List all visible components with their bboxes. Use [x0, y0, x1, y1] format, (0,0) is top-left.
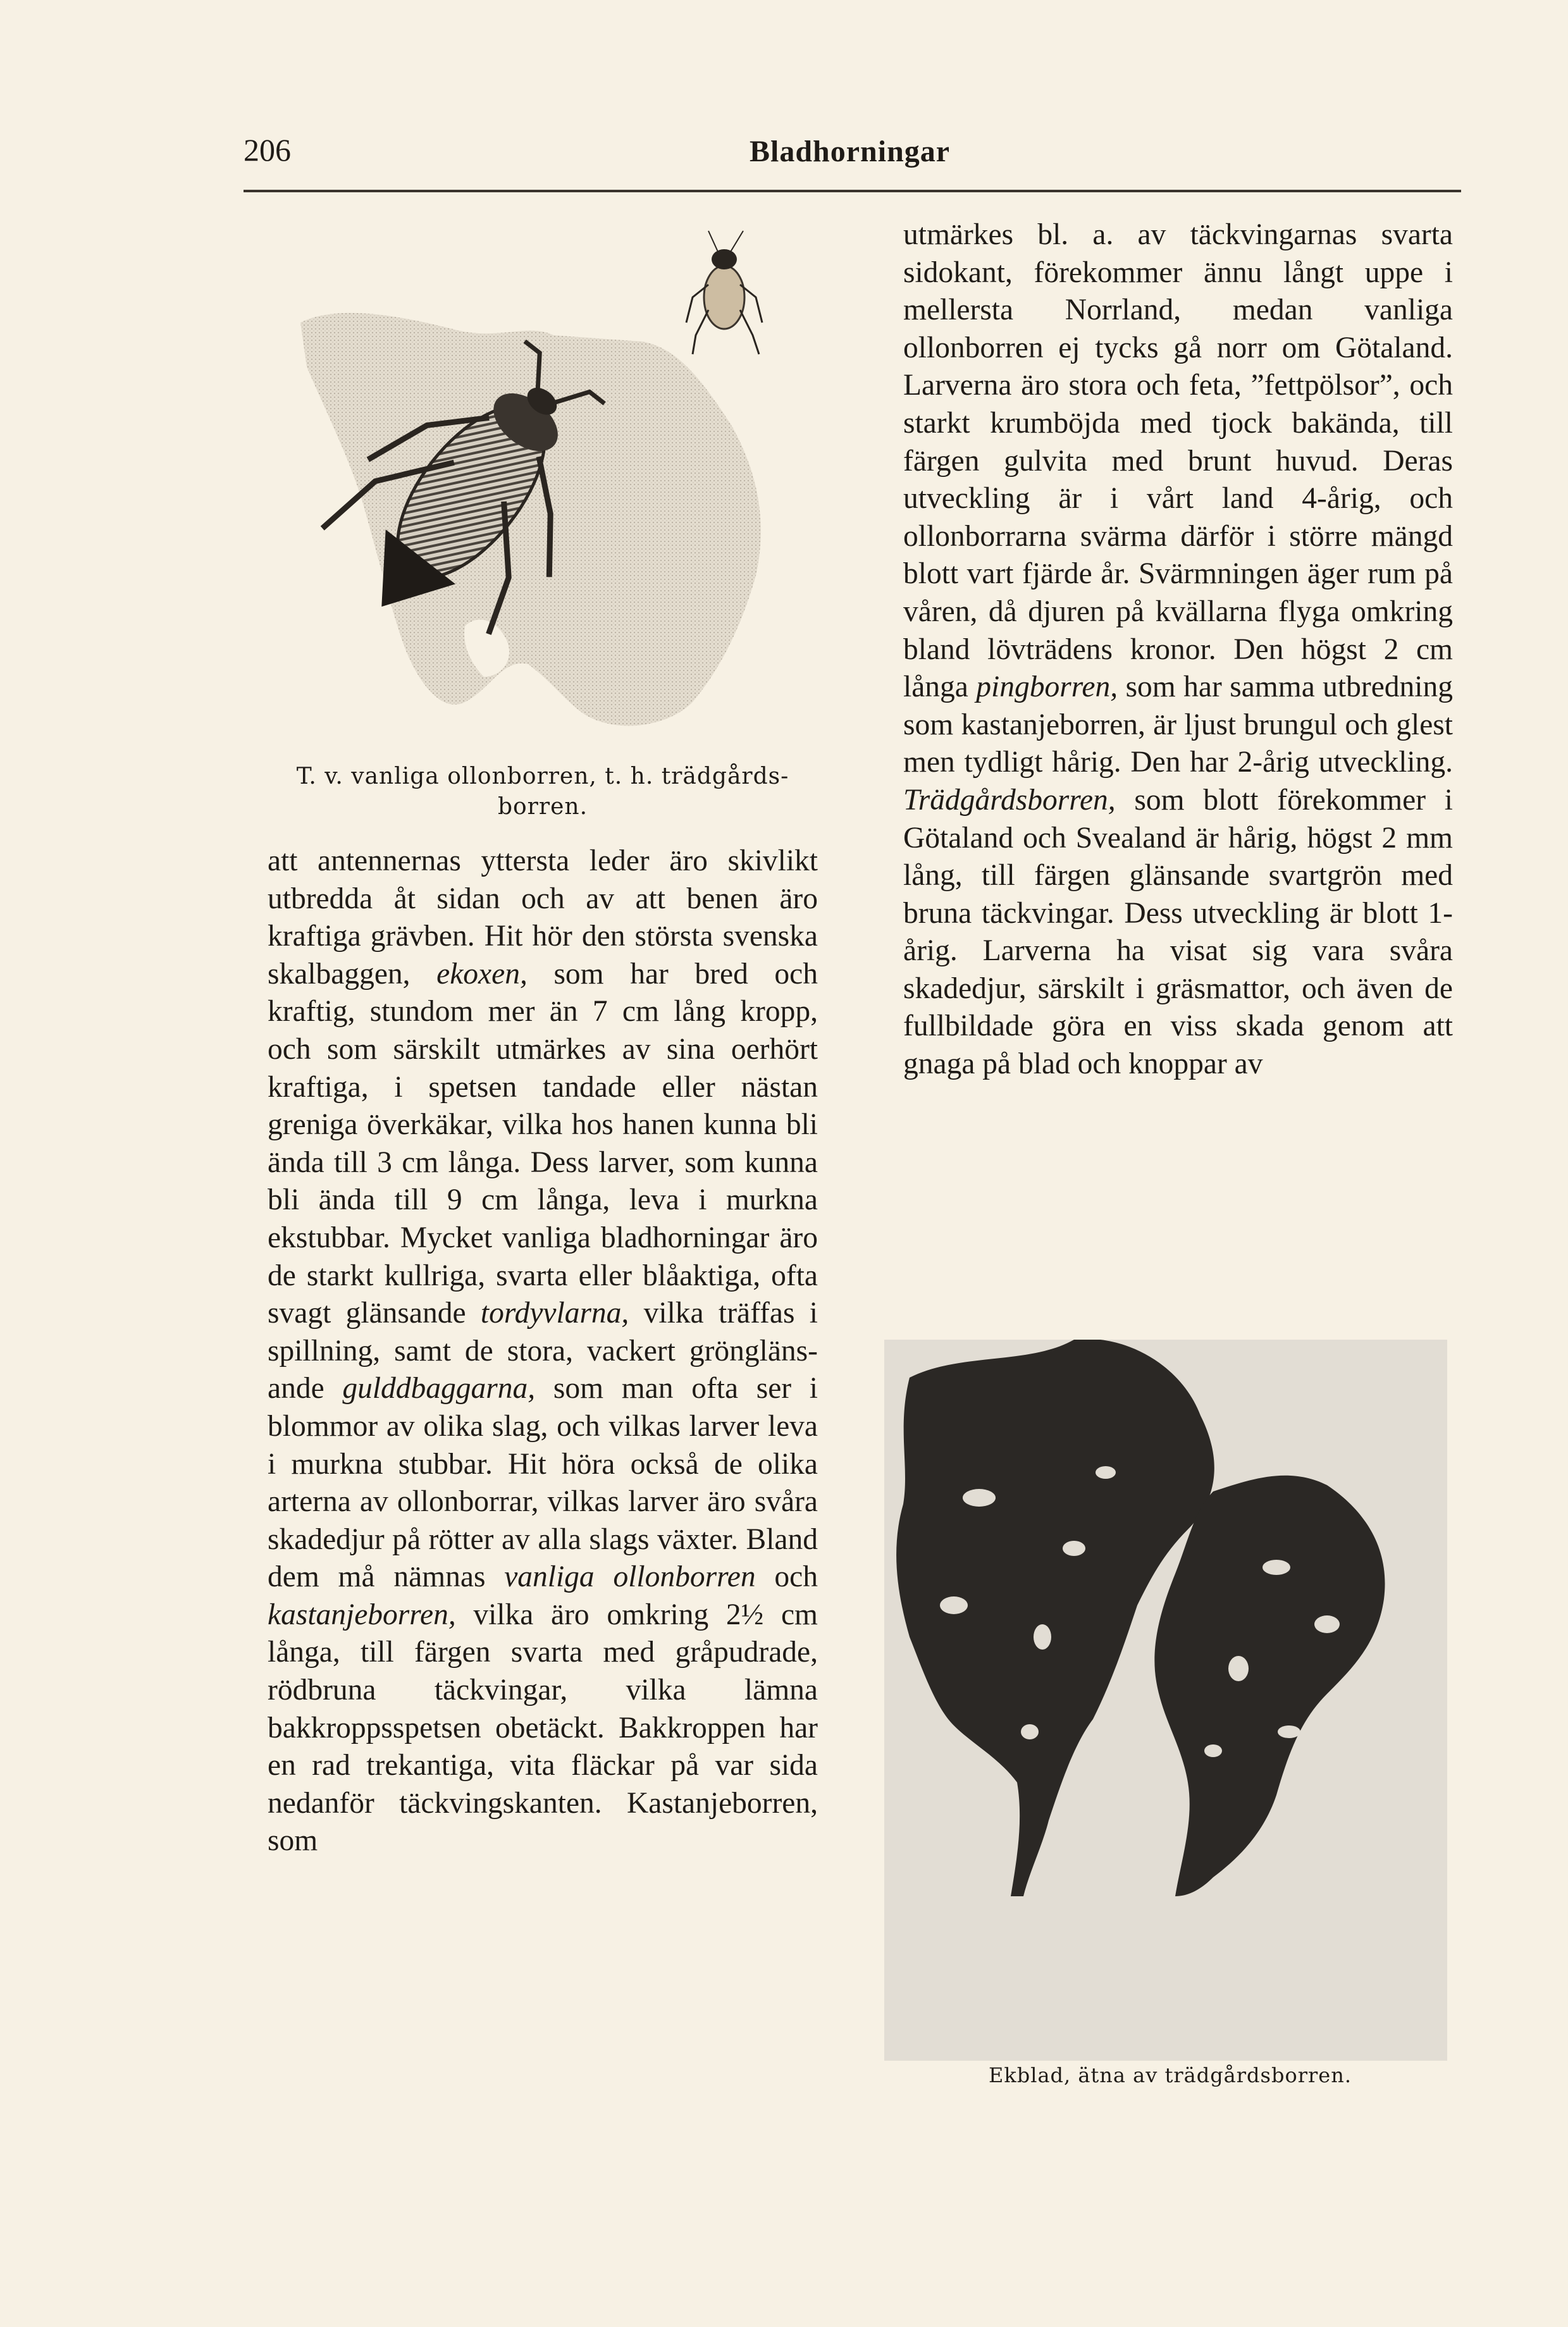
- figure-caption-leaves: Ekblad, ätna av trädgårdsborren.: [988, 2063, 1352, 2087]
- paragraph: utmärkes bl. a. av täckvingarnas svarta sidokant, förekommer ännu långt uppe i mellersta Norrland, medan vanliga ollonborren ej tycks gå norr om Götaland. Larverna äro stora och feta, ”fettpölsor”, och starkt krumböjda med tjock bakända, till färgen gulvita med brunt huvud. Deras utveckling är i vårt land 4-årig, och ollonborrarna svärma därför i större mängd blott vart fjärde år. Svärmningen äger rum på våren, då djuren på kvällarna flyga omkring bland lövträdens kronor. Den högst 2 cm långa pingborren, som har samma utbredning som kastanjeborren, är ljust brungul och glest men tydligt hårig. Den har 2-årig utveckling. Trädgårdsborren, som blott förekommer i Götaland och Svealand är hårig, högst 2 mm lång, till färgen glänsande svartgrön med bruna täckvingar. Dess utveckling är blott 1-årig. Larverna ha visat sig vara svåra skadedjur, särskilt i gräsmattor, och även de fullbildade göra en viss skada genom att gnaga på blad och knoppar av: [903, 218, 1453, 1081]
- left-column-text: [268, 843, 818, 1860]
- paragraph: att antennernas yttersta leder äro skivlikt utbredda åt sidan och av att benen äro kraftiga grävben. Hit hör den största svenska skalbaggen, ekoxen, som har bred och kraftig, stundom mer än 7 cm lång kropp, och som särskilt utmärkes av sina oerhört kraftiga, i spetsen tandade eller nästan greniga överkäkar, vilka hos hanen kunna bli ända till 3 cm långa. Dess larver, som kunna bli ända till 9 cm långa, leva i murkna ekstubbar. Mycket vanliga bladhorningar äro de starkt kullriga, svarta eller blåaktiga, ofta svagt glänsande tordyvlarna, vilka träffas i spillning, samt de stora, vackert grönglänsande gulddbaggarna, som man ofta ser i blommor av olika slag, och vilkas larver leva i murkna stubbar. Hit höra också de olika arterna av ollonborrar, vilkas larver äro svåra skadedjur på rötter av alla slags växter. Bland dem må nämnas vanliga ollonborren och kastanjeborren, vilka äro omkring 2½ cm långa, till färgen svarta med gråpudrade, rödbruna täckvingar, vilka lämna bakkroppsspetsen obetäckt. Bakkroppen har en rad trekantiga, vita fläckar på var sida nedanför täckvingskanten. Kastanjeborren, som: [268, 844, 818, 1858]
- header-rule: [244, 190, 1461, 192]
- right-column-text: [903, 216, 1453, 1083]
- beetles-illustration: [288, 221, 806, 753]
- oak-leaves-photo: [884, 1340, 1447, 2061]
- page-number: 206: [244, 132, 291, 168]
- page-header: [244, 132, 1452, 176]
- running-title: Bladhorningar: [750, 135, 951, 168]
- figure-caption-beetles: T. v. vanliga ollonborren, t. h. trädgårds- borren.: [296, 763, 789, 820]
